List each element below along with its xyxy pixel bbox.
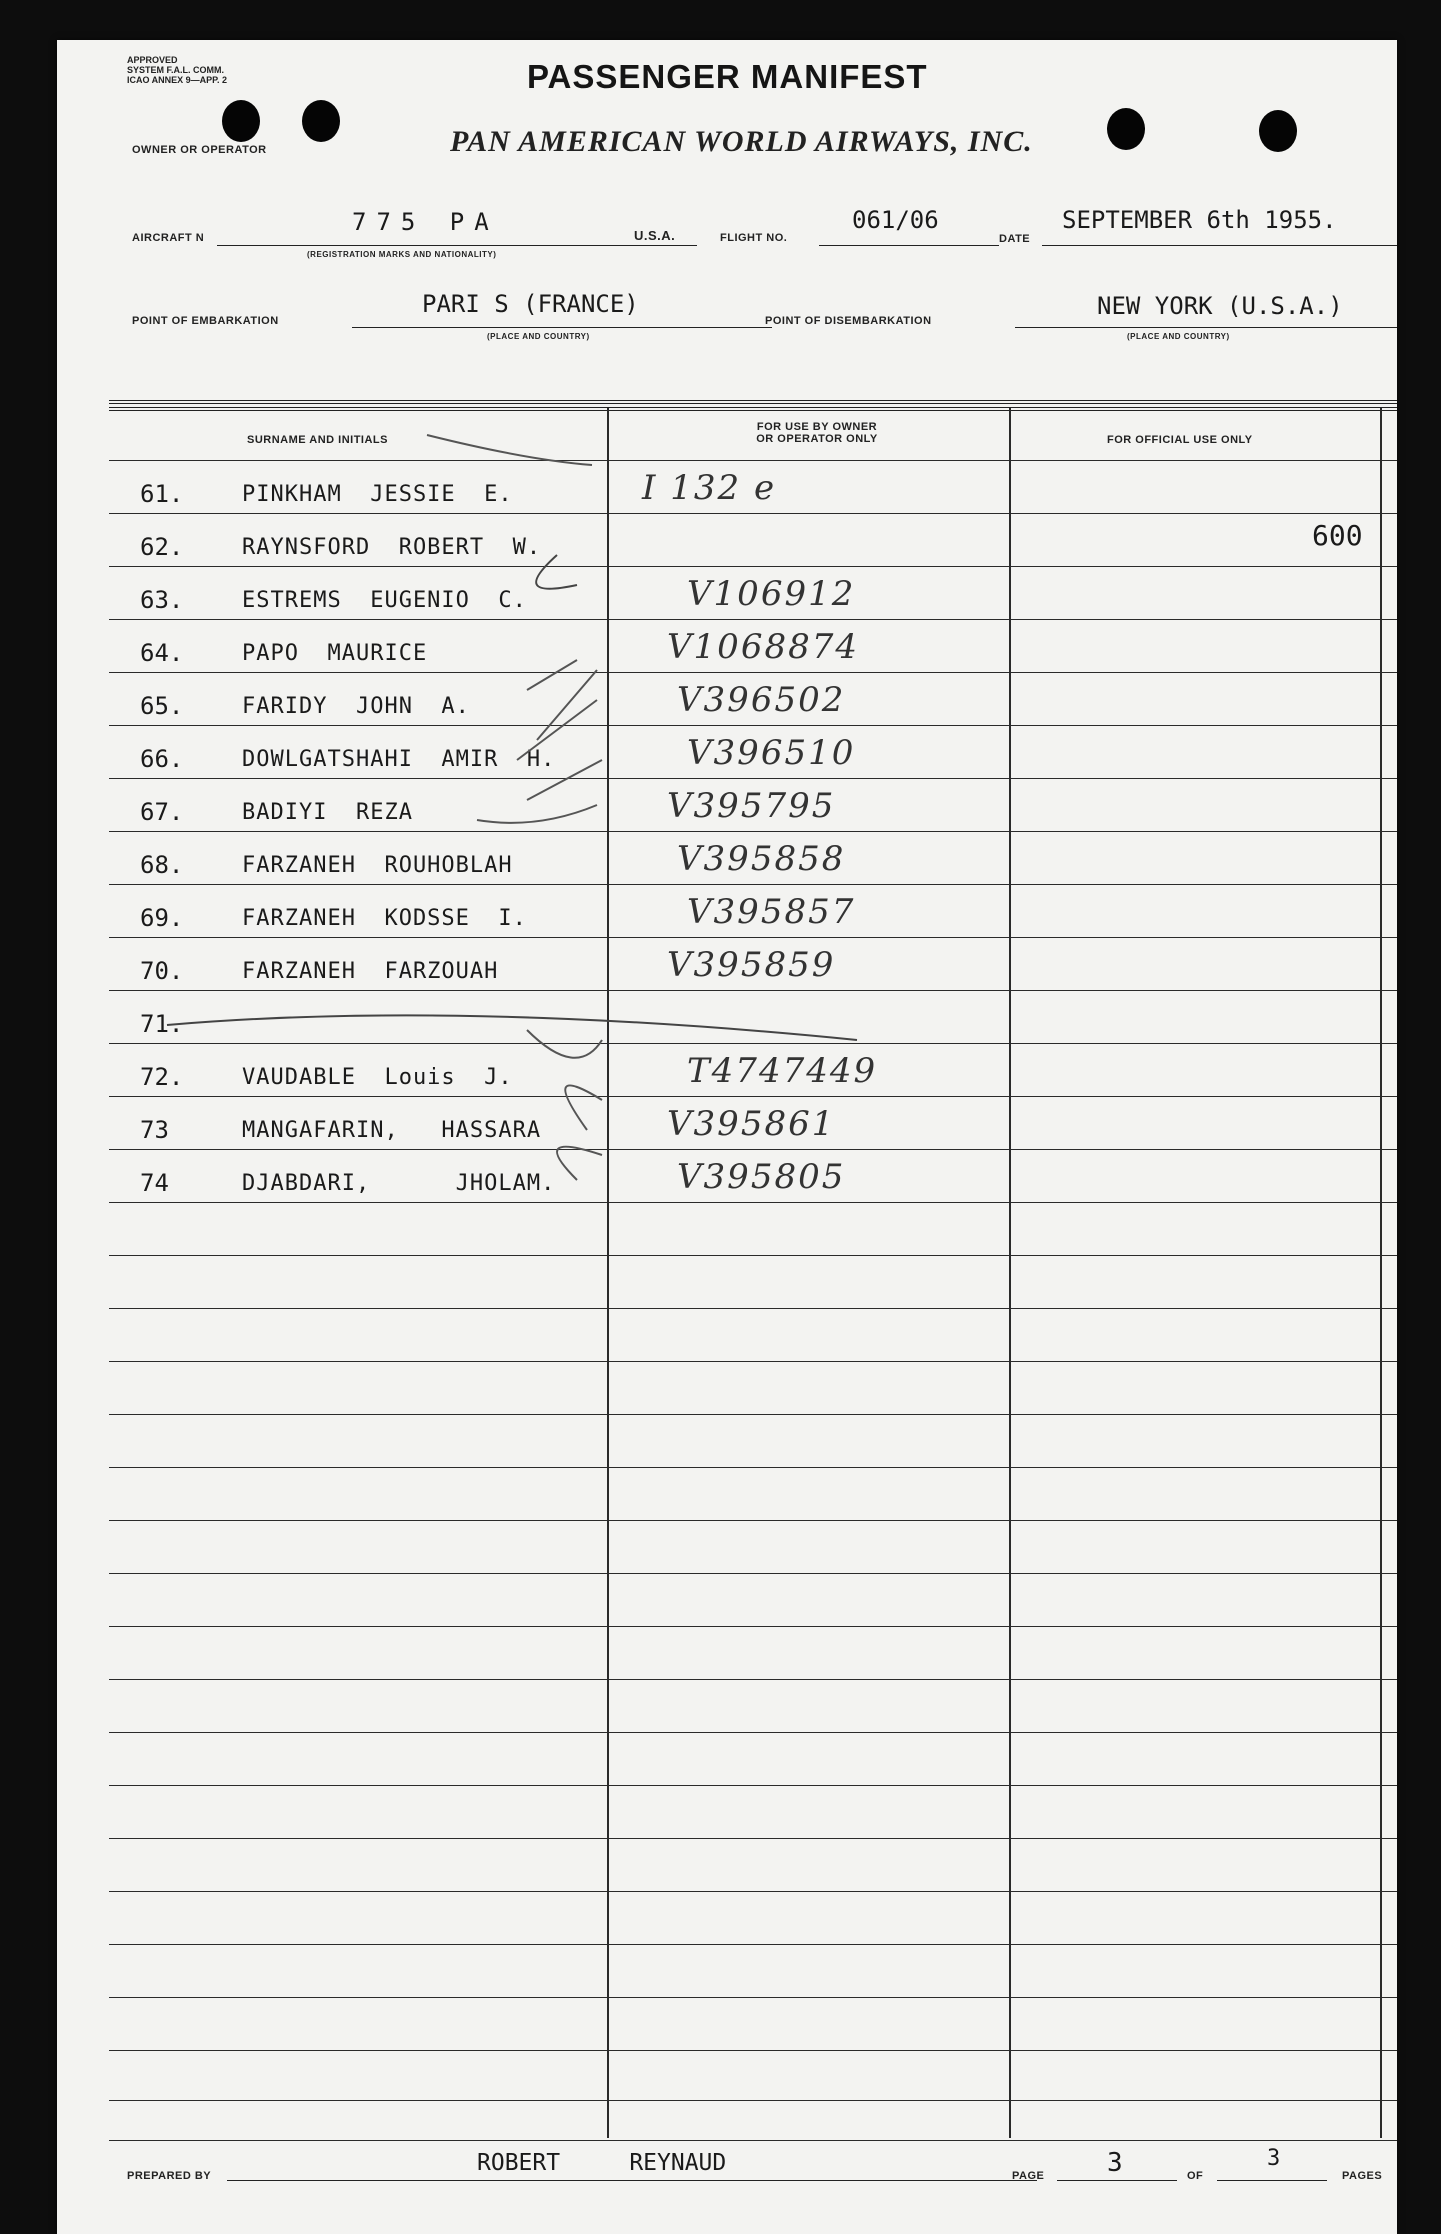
handwritten-marks — [57, 40, 1397, 2234]
of-label: OF — [1187, 2170, 1204, 2182]
aircraft-label: AIRCRAFT N — [132, 232, 205, 244]
passenger-name: VAUDABLE Louis J. — [242, 1065, 513, 1090]
manifest-page — [57, 40, 1397, 2234]
passport-code: T4747449 — [687, 1051, 878, 1091]
column-header-surname: SURNAME AND INITIALS — [247, 434, 388, 446]
disembarkation-label: POINT OF DISEMBARKATION — [765, 315, 932, 327]
airline-name: PAN AMERICAN WORLD AIRWAYS, INC. — [450, 125, 1033, 158]
row-number: 73 — [140, 1116, 169, 1144]
row-number: 67. — [140, 798, 184, 826]
passenger-name: MANGAFARIN, HASSARA — [242, 1118, 542, 1143]
row-number: 63. — [140, 586, 184, 614]
passport-code: I 132 e — [642, 468, 777, 508]
flight-value: 061/06 — [852, 206, 939, 234]
passport-code: V396502 — [677, 680, 846, 720]
disembarkation-note: (PLACE AND COUNTRY) — [1127, 332, 1230, 341]
page-value: 3 — [1107, 2148, 1123, 2178]
row-number: 74 — [140, 1169, 169, 1197]
embarkation-note: (PLACE AND COUNTRY) — [487, 332, 590, 341]
passenger-name: FARZANEH FARZOUAH — [242, 959, 499, 984]
official-note: 600 — [1312, 519, 1363, 552]
passport-code: V106912 — [687, 574, 856, 614]
prepared-label: PREPARED BY — [127, 2170, 212, 2182]
row-number: 62. — [140, 533, 184, 561]
row-number: 69. — [140, 904, 184, 932]
registration-note: (REGISTRATION MARKS AND NATIONALITY) — [307, 250, 497, 259]
row-number: 70. — [140, 957, 184, 985]
passenger-name: FARIDY JOHN A. — [242, 694, 470, 719]
row-number: 65. — [140, 692, 184, 720]
passenger-name: RAYNSFORD ROBERT W. — [242, 535, 542, 560]
usa-label: U.S.A. — [634, 228, 676, 243]
prepared-value: ROBERT REYNAUD — [477, 2150, 727, 2176]
passenger-name: DOWLGATSHAHI AMIR H. — [242, 747, 556, 772]
passenger-name: PAPO MAURICE — [242, 641, 428, 666]
passenger-name: FARZANEH ROUHOBLAH — [242, 853, 513, 878]
passenger-name: BADIYI REZA — [242, 800, 413, 825]
row-number: 68. — [140, 851, 184, 879]
passport-code: V395861 — [667, 1104, 836, 1144]
row-number: 72. — [140, 1063, 184, 1091]
passport-code: V395805 — [677, 1157, 846, 1197]
disembarkation-value: NEW YORK (U.S.A.) — [1097, 292, 1343, 320]
of-value: 3 — [1267, 2146, 1281, 2171]
embarkation-label: POINT OF EMBARKATION — [132, 315, 279, 327]
passenger-name: DJABDARI, JHOLAM. — [242, 1171, 556, 1196]
pages-label: PAGES — [1342, 2170, 1383, 2182]
passport-code: V395858 — [677, 839, 846, 879]
passenger-name: FARZANEH KODSSE I. — [242, 906, 527, 931]
passport-code: V395859 — [667, 945, 836, 985]
embarkation-value: PARI S (FRANCE) — [422, 290, 639, 318]
owner-label: OWNER OR OPERATOR — [132, 144, 267, 156]
row-number: 64. — [140, 639, 184, 667]
column-header-official: FOR OFFICIAL USE ONLY — [1107, 434, 1253, 446]
passenger-name: ESTREMS EUGENIO C. — [242, 588, 527, 613]
date-value: SEPTEMBER 6th 1955. — [1062, 206, 1337, 234]
passenger-name: PINKHAM JESSIE E. — [242, 482, 513, 507]
row-number: 61. — [140, 480, 184, 508]
passport-code: V1068874 — [667, 627, 859, 667]
aircraft-value: 775 PA — [352, 208, 499, 236]
page-label: PAGE — [1012, 2170, 1045, 2182]
passport-code: V396510 — [687, 733, 856, 773]
date-label: DATE — [999, 233, 1031, 245]
passport-code: V395857 — [687, 892, 856, 932]
row-number: 71. — [140, 1010, 184, 1038]
passport-code: V395795 — [667, 786, 836, 826]
approval-stamp: APPROVED SYSTEM F.A.L. COMM. ICAO ANNEX 9—APP. 2 — [127, 55, 228, 85]
row-number: 66. — [140, 745, 184, 773]
page-title: PASSENGER MANIFEST — [527, 58, 928, 95]
flight-label: FLIGHT NO. — [720, 232, 788, 244]
column-header-owner: FOR USE BY OWNER OR OPERATOR ONLY — [756, 421, 878, 445]
